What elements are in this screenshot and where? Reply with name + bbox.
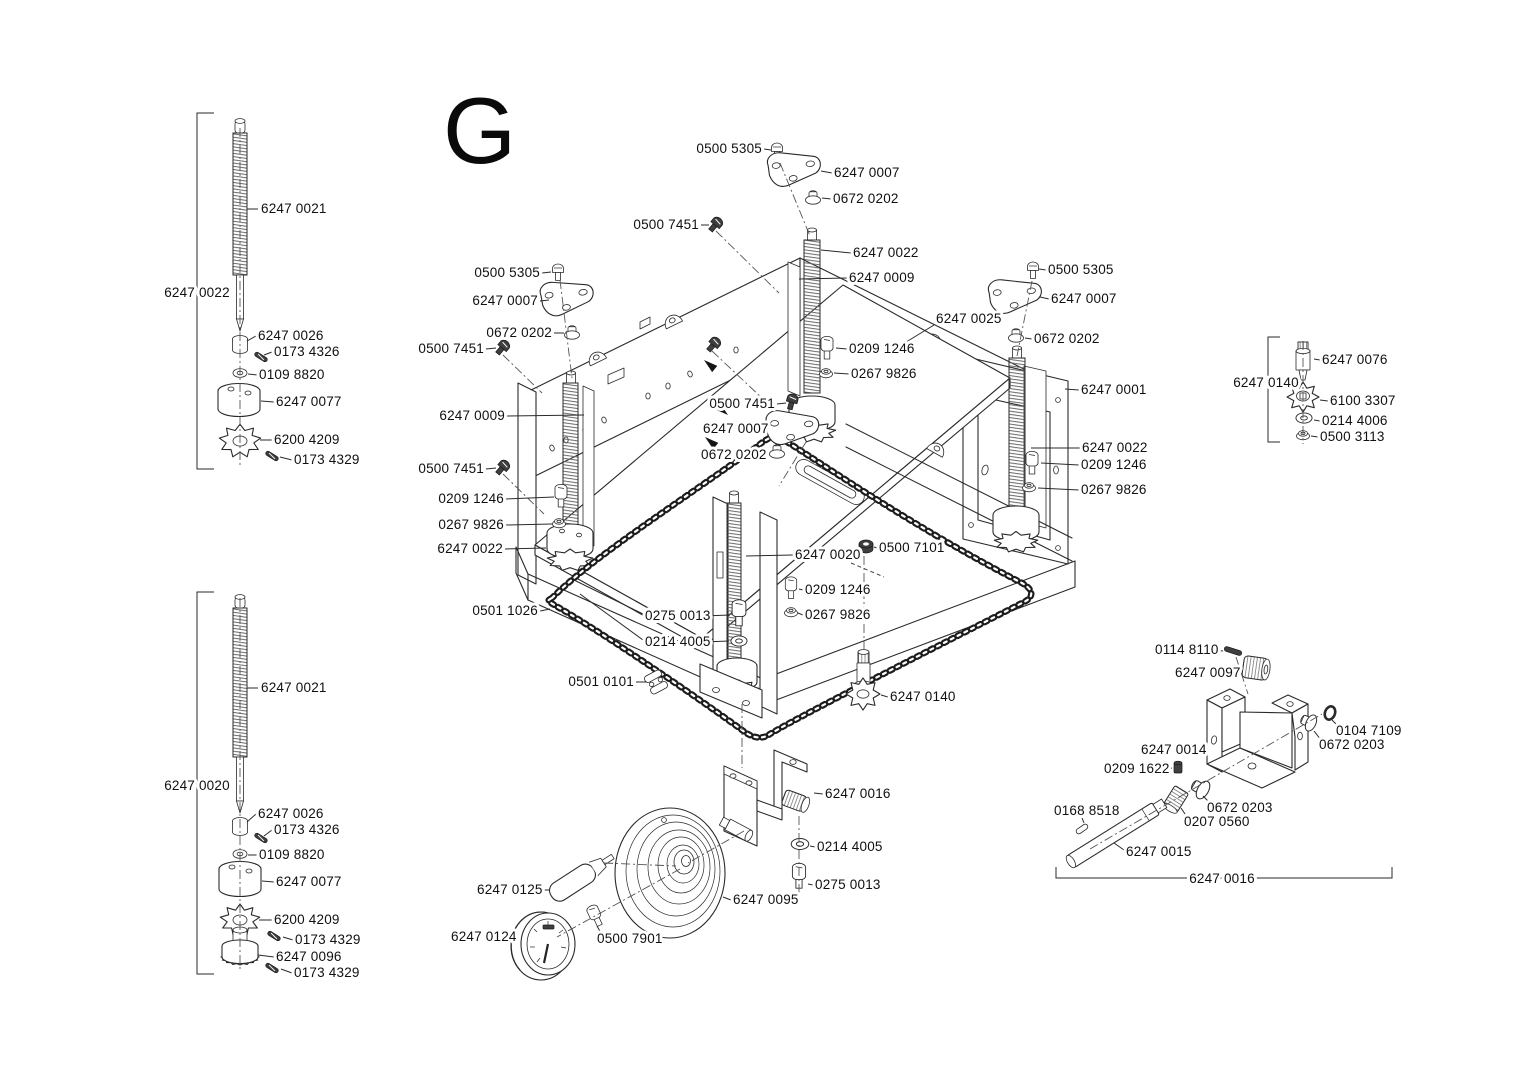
adjust-knob	[781, 789, 811, 813]
hidden-key-line	[851, 563, 884, 577]
part-label: 0267 9826	[1081, 482, 1147, 497]
part-label: 6247 0096	[276, 949, 342, 964]
part-label: 6247 0022	[853, 245, 919, 260]
part-label: 0209 1246	[1081, 457, 1147, 472]
leader-line	[280, 457, 292, 460]
part-label: 0500 7451	[418, 461, 484, 476]
bracket-6247-0014	[1207, 689, 1308, 788]
part-label: 0672 0203	[1207, 800, 1273, 815]
leader-line	[247, 814, 256, 822]
leader-line	[1040, 297, 1049, 299]
idler-assembly-6247-0140	[1287, 342, 1319, 440]
part-label: 6247 0020	[795, 547, 861, 562]
leader-line	[799, 589, 803, 590]
part-label: 6247 0001	[1081, 382, 1147, 397]
part-label: 0209 1622	[1104, 761, 1170, 776]
pin-0168-8518	[1075, 823, 1089, 835]
part-label: 0672 0202	[1034, 331, 1100, 346]
nut-0267-9826	[820, 369, 833, 378]
leader-line	[506, 524, 552, 525]
part-label: 0500 7101	[879, 540, 945, 555]
part-label: 0109 8820	[259, 367, 325, 382]
leader-line	[247, 336, 256, 341]
leader-line	[1114, 843, 1124, 850]
plate-6247-0007	[987, 274, 1044, 315]
part-label: 6247 0021	[261, 201, 327, 216]
part-label: 0173 4329	[294, 452, 360, 467]
part-label: 0500 7901	[597, 931, 663, 946]
nut-0267-9826	[785, 608, 798, 617]
part-label: 6247 0016	[825, 786, 891, 801]
washer-0214-4005	[731, 636, 747, 646]
washer-0214-4005	[791, 839, 809, 850]
figure-letter: G	[443, 78, 517, 183]
part-label: 0500 7451	[418, 341, 484, 356]
leader-line	[1025, 338, 1032, 339]
part-label: 6247 0022	[1082, 440, 1148, 455]
part-label: 6247 0007	[472, 293, 538, 308]
bolt-0209-1246	[785, 577, 796, 598]
part-label: 6247 0077	[276, 874, 342, 889]
part-label: 6247 0007	[1051, 291, 1117, 306]
part-label: 0267 9826	[805, 607, 871, 622]
part-label: 0173 4326	[274, 822, 340, 837]
part-label: 6247 0140	[890, 689, 956, 704]
part-label: 0173 4329	[295, 932, 361, 947]
part-label: 0267 9826	[851, 366, 917, 381]
nut-0267-9826	[1023, 483, 1036, 492]
leader-line	[264, 830, 272, 836]
screw-0500-7451	[493, 338, 511, 357]
leader-line	[821, 250, 851, 253]
part-label: 6100 3307	[1330, 393, 1396, 408]
part-label: 6247 0077	[276, 394, 342, 409]
part-label: 6247 0097	[1175, 665, 1241, 680]
part-label: 6200 4209	[274, 432, 340, 447]
screw-0500-7901	[586, 903, 605, 927]
leader-line	[486, 468, 496, 469]
leader-line	[1039, 269, 1046, 270]
part-label: 6247 0014	[1141, 742, 1207, 757]
part-label: 6247 0007	[834, 165, 900, 180]
leader-line	[248, 374, 257, 375]
leader-line	[798, 613, 803, 615]
leader-line	[1320, 400, 1328, 401]
plug-0500-7101	[859, 540, 873, 553]
setscrew-0209-1622	[1174, 761, 1182, 773]
leader-line	[808, 884, 813, 885]
handwheel-6247-0095	[615, 808, 725, 938]
part-label: 6247 0009	[849, 270, 915, 285]
part-label: 0209 1246	[438, 491, 504, 506]
leader-line	[764, 149, 771, 150]
screw-0500-5305	[553, 264, 564, 281]
leader-line	[810, 846, 815, 847]
part-label: 0500 7451	[709, 396, 775, 411]
leader-line	[262, 881, 274, 882]
part-label: 6247 0015	[1126, 844, 1192, 859]
leader-line	[723, 897, 731, 900]
part-label: 0672 0202	[833, 191, 899, 206]
part-label: 0275 0013	[645, 608, 711, 623]
leader-line	[881, 695, 888, 697]
part-label: 6247 0125	[477, 882, 543, 897]
leader-line	[1082, 818, 1084, 823]
part-label: 6247 0140	[1233, 375, 1299, 390]
part-label: 0500 5305	[474, 265, 540, 280]
leader-line	[281, 969, 292, 973]
plate-6247-0007	[766, 147, 823, 188]
part-label: 0672 0202	[701, 447, 767, 462]
part-label: 0173 4329	[294, 965, 360, 980]
part-label: 0500 7451	[633, 217, 699, 232]
leader-line	[814, 793, 823, 794]
oring-0104-7109	[1323, 705, 1337, 721]
leader-line	[261, 401, 274, 402]
part-label: 0109 8820	[259, 847, 325, 862]
part-label: 0275 0013	[815, 877, 881, 892]
screw-0500-7451	[706, 215, 724, 234]
screw-0500-5305	[1028, 262, 1039, 279]
bush-0672-0202	[806, 191, 821, 204]
leader-line	[258, 955, 274, 957]
knob-6247-0097	[1242, 655, 1272, 681]
pin-0114-8110	[1224, 646, 1243, 656]
leader-line	[821, 171, 832, 173]
part-label: 0672 0203	[1319, 737, 1385, 752]
part-label: 0104 7109	[1336, 723, 1402, 738]
part-label: 0209 1246	[849, 341, 915, 356]
part-label: 0173 4326	[274, 344, 340, 359]
nut-0267-9826	[553, 519, 566, 528]
part-label: 0207 0560	[1184, 814, 1250, 829]
leader-line	[264, 352, 272, 355]
part-label: 6247 0007	[703, 421, 769, 436]
part-label: 0209 1246	[805, 582, 871, 597]
part-label: 6247 0025	[936, 311, 1002, 326]
part-label: 0500 5305	[1048, 262, 1114, 277]
leader-line	[1311, 436, 1318, 437]
part-label: 0114 8110	[1155, 642, 1219, 657]
part-label: 6247 0020	[164, 778, 230, 793]
leader-line	[486, 348, 496, 349]
part-label: 6247 0095	[733, 892, 799, 907]
part-label: 0267 9826	[438, 517, 504, 532]
part-label: 0501 0101	[568, 674, 634, 689]
screw-0500-7451	[493, 458, 511, 477]
part-label: 6247 0009	[439, 408, 505, 423]
handle-6247-0125	[546, 848, 618, 905]
part-label: 0672 0202	[486, 325, 552, 340]
leader-line	[822, 198, 831, 199]
part-label: 0168 8518	[1054, 803, 1120, 818]
knurled-nut-0207-0560	[1162, 785, 1189, 815]
dial-6247-0124	[511, 912, 575, 980]
part-label: 6200 4209	[274, 912, 340, 927]
part-label: 6247 0021	[261, 680, 327, 695]
part-label: 0214 4005	[645, 634, 711, 649]
caster-bracket-6247-0016	[719, 750, 812, 846]
part-label: 6247 0076	[1322, 352, 1388, 367]
leader-line	[283, 937, 293, 940]
part-label: 0500 3113	[1320, 429, 1385, 444]
part-label: 6247 0022	[437, 541, 503, 556]
leader-line	[1314, 359, 1320, 360]
plate-6247-0007	[539, 275, 596, 318]
part-label: 6247 0026	[258, 806, 324, 821]
part-label: 6247 0016	[1189, 871, 1255, 886]
leader-line	[1314, 420, 1320, 421]
part-label: 0501 1026	[472, 603, 538, 618]
part-label: 0214 4005	[817, 839, 883, 854]
part-label: 6247 0026	[258, 328, 324, 343]
part-label: 6247 0022	[164, 285, 230, 300]
leader-line	[874, 547, 877, 548]
leader-line	[542, 272, 551, 273]
leader-line	[540, 609, 550, 611]
part-label: 0214 4006	[1322, 413, 1388, 428]
part-label: 0500 5305	[696, 141, 762, 156]
part-label: 6247 0124	[451, 929, 517, 944]
